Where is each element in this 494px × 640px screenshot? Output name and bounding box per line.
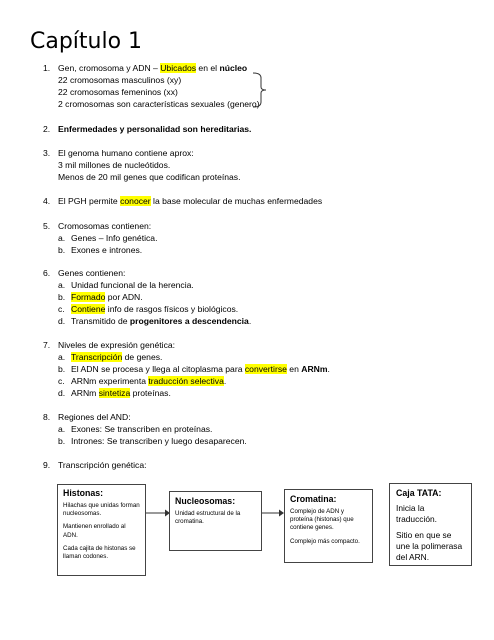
sub-text: info de rasgos físicos y biológicos. (105, 304, 239, 314)
item-number: 7. (43, 340, 51, 350)
sub-text: proteínas. (130, 388, 171, 398)
item-line: 3 mil millones de nucleótidos. (58, 160, 171, 170)
item-line: Cromosomas contienen: (58, 221, 152, 231)
box-text: Complejo de ADN y proteína (histonas) que contiene genes. (290, 508, 354, 532)
item-line (58, 196, 322, 208)
box-text: Complejo más compacto. (290, 537, 360, 545)
bold-text: ARNm (301, 364, 328, 374)
item-number: 4. (43, 196, 51, 206)
box-text: Mantienen enrollado al ADN. (63, 523, 126, 539)
brace-icon (251, 72, 271, 108)
highlighted-text: conocer (120, 196, 151, 206)
box-text: Sitio en que se une la polimerasa del ARN. (396, 530, 463, 562)
item-text: Transcripción genética: (58, 460, 147, 470)
sub-text: ARNm experimenta (71, 376, 149, 386)
item-line: 2 cromosomas son características sexuales (genero) (58, 99, 260, 109)
bold-text: núcleo (219, 63, 248, 73)
sub-letter: d. (58, 388, 66, 398)
sub-item (58, 304, 238, 316)
sub-letter: b. (58, 436, 66, 446)
item-text: Enfermedades y personalidad son hereditarias. (58, 124, 252, 134)
sub-text: de genes. (122, 352, 163, 362)
caja-tata-box (389, 483, 472, 566)
item-text: Gen, cromosoma y ADN – (58, 63, 161, 73)
sub-item (58, 436, 247, 448)
box-text: Hilachas que unidas forman nucleosomas. (63, 502, 140, 518)
sub-text: Exones: Se transcriben en proteínas. (71, 424, 213, 434)
box-title: Histonas: (63, 488, 104, 498)
item-text: en el (196, 63, 220, 73)
cromatina-box (284, 489, 373, 563)
sub-text: . (248, 316, 252, 326)
sub-item (58, 280, 194, 292)
sub-text: . (223, 376, 227, 386)
highlighted-text: sintetiza (98, 388, 131, 398)
sub-text: Transmitido de (71, 316, 130, 326)
sub-text: ARNm (71, 388, 99, 398)
sub-item (58, 352, 162, 364)
bold-text: progenitores a descendencia (129, 316, 249, 326)
highlighted-text: traducción selectiva (148, 376, 224, 386)
sub-text: en (286, 364, 302, 374)
highlighted-text: convertirse (244, 364, 287, 374)
sub-letter: d. (58, 316, 66, 326)
item-line: Menos de 20 mil genes que codifican proteínas. (58, 172, 241, 182)
sub-text: . (327, 364, 330, 374)
sub-letter: b. (58, 364, 66, 374)
sub-text: por ADN. (105, 292, 143, 302)
box-text: Unidad estructural de la cromatina. (175, 510, 241, 526)
box-text: Inicia la traducción. (396, 503, 437, 524)
box-title: Cromatina: (290, 494, 337, 504)
sub-letter: a. (58, 352, 66, 362)
sub-item (58, 316, 251, 328)
sub-letter: a. (58, 424, 66, 434)
sub-text: Genes – Info genética. (71, 233, 158, 243)
item-number: 6. (43, 268, 51, 278)
item-number: 9. (43, 460, 51, 470)
sub-letter: a. (58, 233, 66, 243)
item-text: la base molecular de muchas enfermedades (150, 196, 323, 206)
item-line: Niveles de expresión genética: (58, 340, 176, 350)
item-line: Regiones del AND: (58, 412, 131, 422)
histonas-box (57, 484, 146, 576)
item-line (58, 63, 247, 75)
box-text: Cada cajita de histonas se llaman codones. (63, 544, 136, 561)
arrow-right-icon (146, 508, 170, 518)
item-number: 3. (43, 148, 51, 158)
item-number: 5. (43, 221, 51, 231)
sub-item (58, 364, 330, 376)
sub-item (58, 292, 143, 304)
sub-letter: b. (58, 292, 66, 302)
sub-letter: b. (58, 245, 66, 255)
item-number: 1. (43, 63, 51, 73)
arrow-right-icon (262, 508, 284, 518)
item-number: 8. (43, 412, 51, 422)
highlighted-text: Ubicados (160, 63, 197, 73)
sub-text: El ADN se procesa y llega al citoplasma para (71, 364, 245, 374)
item-line: 22 cromosomas femeninos (xx) (58, 87, 178, 97)
highlighted-text: Transcripción (71, 352, 123, 362)
sub-item (58, 245, 142, 257)
nucleosomas-box (169, 491, 262, 551)
box-title: Caja TATA: (396, 488, 442, 498)
sub-text: Intrones: Se transcriben y luego desaparecen. (71, 436, 247, 446)
sub-item (58, 233, 157, 245)
item-number: 2. (43, 124, 51, 134)
highlighted-text: Contiene (71, 304, 106, 314)
page-title: Capítulo 1 (30, 29, 143, 54)
sub-text: Unidad funcional de la herencia. (71, 280, 194, 290)
sub-item (58, 424, 212, 436)
sub-item (58, 376, 226, 388)
sub-text: Exones e intrones. (71, 245, 143, 255)
sub-letter: c. (58, 376, 65, 386)
item-line: Genes contienen: (58, 268, 126, 278)
item-text: El PGH permite (58, 196, 121, 206)
item-line: 22 cromosomas masculinos (xy) (58, 75, 182, 85)
highlighted-text: Formado (71, 292, 106, 302)
sub-item (58, 388, 171, 400)
item-line: El genoma humano contiene aprox: (58, 148, 194, 158)
sub-letter: c. (58, 304, 65, 314)
box-title: Nucleosomas: (175, 496, 236, 506)
sub-letter: a. (58, 280, 66, 290)
